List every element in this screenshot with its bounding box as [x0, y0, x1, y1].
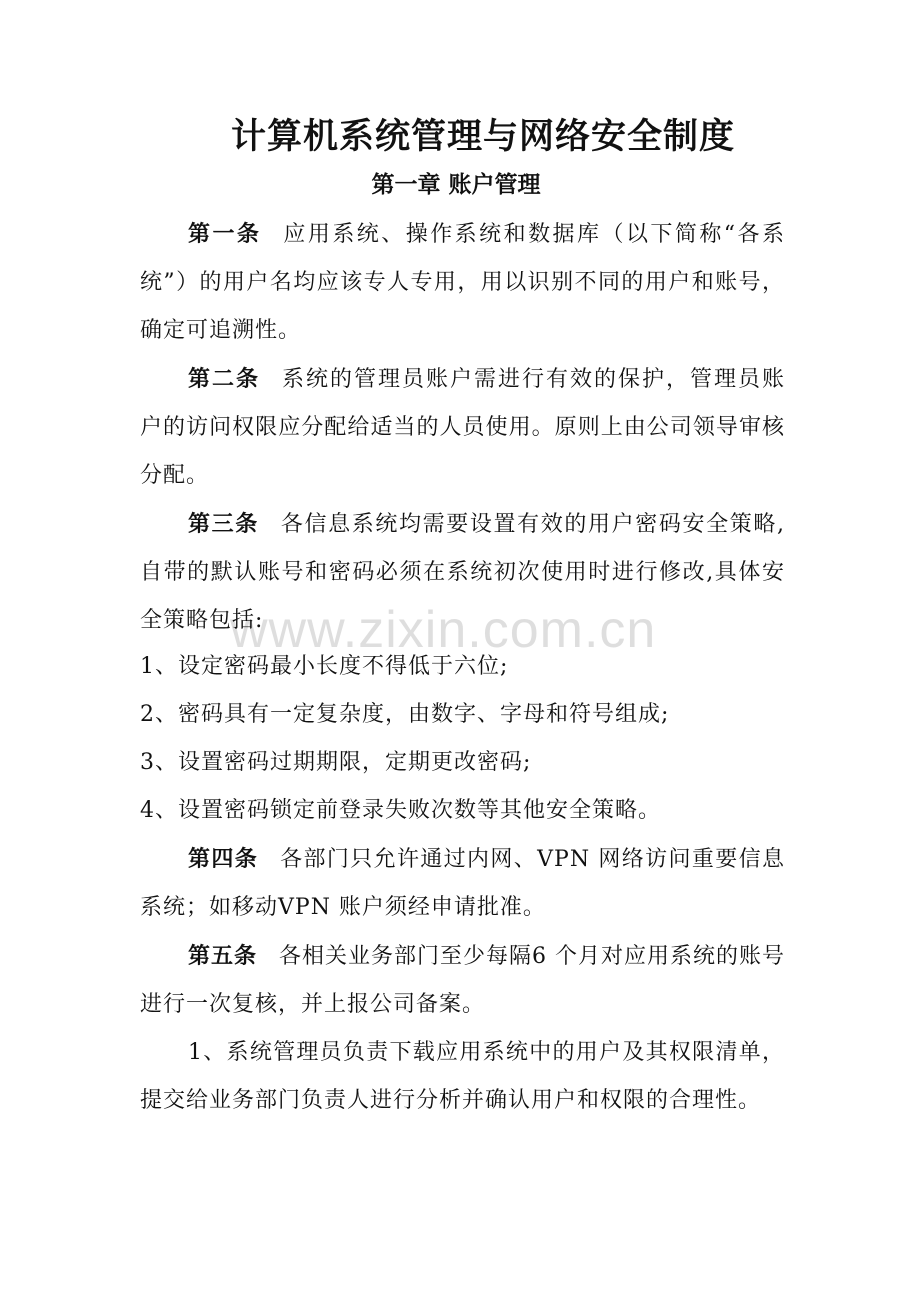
- article-heading: 第二条: [188, 366, 260, 392]
- article-heading: 第五条: [188, 943, 258, 969]
- document-title: 计算机系统管理与网络安全制度: [230, 116, 735, 157]
- article-4: [140, 835, 785, 932]
- article-3: [140, 500, 785, 645]
- article-text: 各相关业务部门至少每隔6 个月对应用系统的账号进行一次复核，并上报公司备案。: [140, 944, 786, 1017]
- article-text: 系统的管理员账户需进行有效的保护，管理员账户的访问权限应分配给适当的人员使用。原则上由公司领导审核分配。: [140, 367, 785, 488]
- article-2: [140, 355, 785, 500]
- policy-item-4: 4、设置密码锁定前登录失败次数等其他安全策略。: [140, 798, 661, 823]
- article-text: 各部门只允许通过内网、VPN 网络访问重要信息系统；如移动VPN 账户须经申请批准。: [140, 847, 785, 920]
- article-1: [140, 210, 785, 355]
- policy-item-3: 3、设置密码过期期限，定期更改密码;: [140, 750, 532, 775]
- article-text: 各信息系统均需要设置有效的用户密码安全策略,自带的默认账号和密码必须在系统初次使用时进行修改,具体安全策略包括:: [140, 512, 785, 633]
- article-heading: 第四条: [188, 846, 259, 872]
- article-text: 应用系统、操作系统和数据库（以下简称“各系统”）的用户名均应该专人专用，用以识别不同的用户和账号，确定可追溯性。: [140, 222, 785, 343]
- article-heading: 第一条: [188, 221, 262, 247]
- policy-item-2: 2、密码具有一定复杂度，由数字、字母和符号组成;: [140, 702, 670, 727]
- article-5: [140, 932, 785, 1029]
- review-step-1: 1、系统管理员负责下载应用系统中的用户及其权限清单，提交给业务部门负责人进行分析并确认用户和权限的合理性。: [140, 1040, 785, 1113]
- article-heading: 第三条: [188, 511, 259, 537]
- policy-item-1: 1、设定密码最小长度不得低于六位;: [140, 654, 509, 679]
- chapter-heading: 第一章 账户管理: [371, 171, 541, 198]
- watermark: www.zixin.com.cn: [230, 601, 657, 659]
